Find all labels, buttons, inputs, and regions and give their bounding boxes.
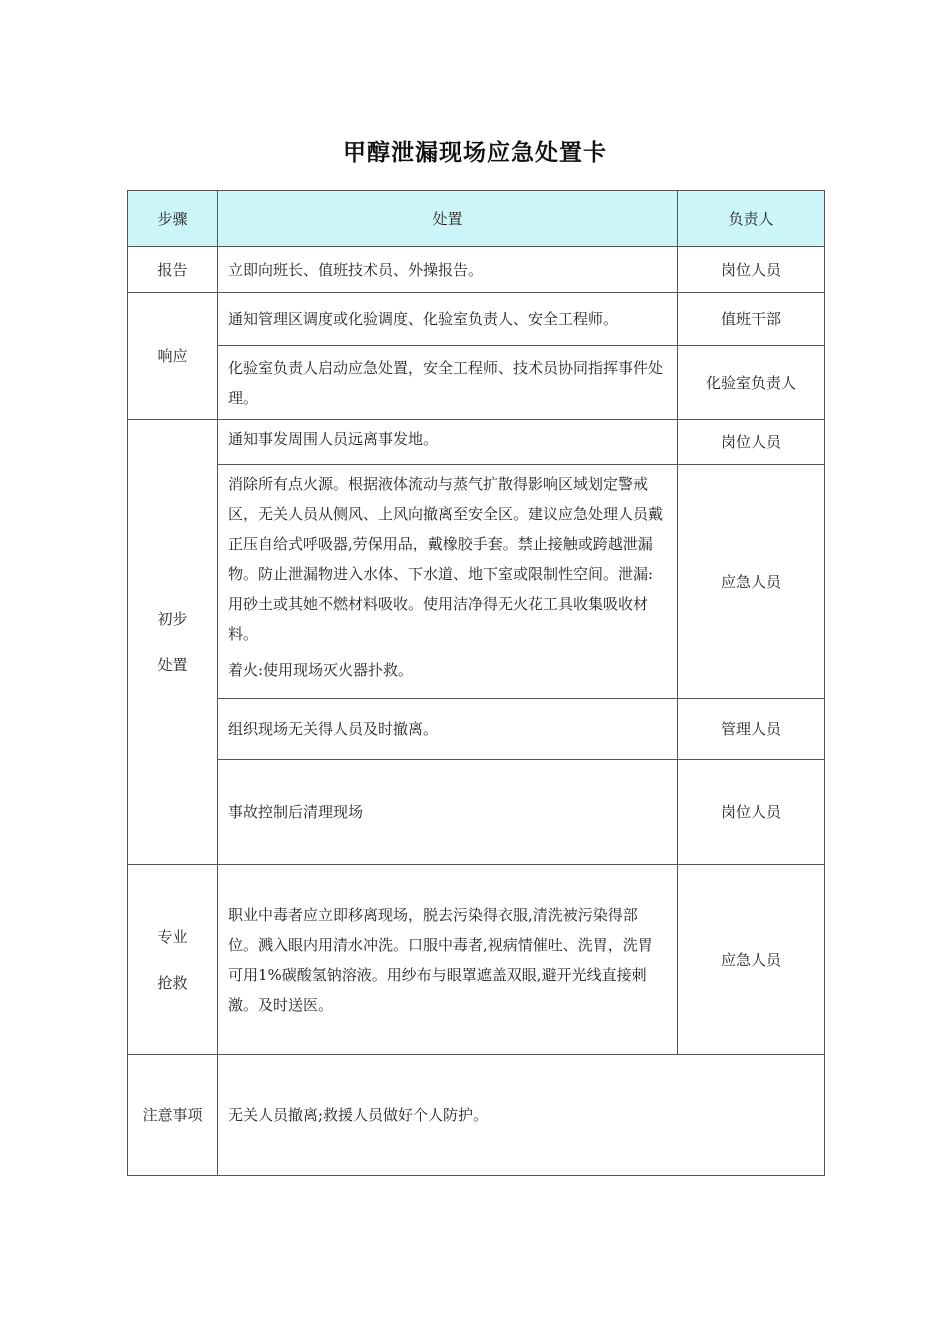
initial-action-1: 通知事发周围人员远离事发地。 — [218, 420, 678, 465]
initial-action-2 — [218, 465, 678, 699]
report-step: 报告 — [128, 247, 218, 293]
report-row — [128, 247, 825, 293]
card-title: 甲醇泄漏现场应急处置卡 — [343, 140, 607, 166]
notes-action: 无关人员撤离;救援人员做好个人防护。 — [218, 1055, 825, 1176]
response-owner-1: 值班干部 — [678, 293, 825, 346]
initial-owner-3: 管理人员 — [678, 699, 825, 760]
initial-step-line2: 处置 — [157, 656, 188, 674]
initial-owner-2: 应急人员 — [678, 465, 825, 699]
report-owner: 岗位人员 — [678, 247, 825, 293]
notes-step: 注意事项 — [128, 1055, 218, 1176]
rescue-owner: 应急人员 — [678, 865, 825, 1055]
initial-action-4: 事故控制后清理现场 — [218, 760, 678, 865]
report-action: 立即向班长、值班技术员、外操报告。 — [218, 247, 678, 293]
response-row-1 — [128, 293, 825, 346]
initial-row-2 — [128, 465, 825, 699]
rescue-step-line2: 抢救 — [157, 973, 188, 992]
header-action: 处置 — [218, 191, 678, 247]
rescue-action: 职业中毒者应立即移离现场，脱去污染得衣服,清洗被污染得部位。溅入眼内用清水冲洗。口服中毒者,视病情催吐、洗胃，洗胃可用1%碳酸氢钠溶液。用纱布与眼罩遮盖双眼,避开光线直接刺激。及时送医。 — [218, 865, 678, 1055]
notes-row — [128, 1055, 825, 1176]
initial-row-1 — [128, 420, 825, 465]
initial-owner-1: 岗位人员 — [678, 420, 825, 465]
initial-action-3: 组织现场无关得人员及时撤离。 — [218, 699, 678, 760]
response-action-1: 通知管理区调度或化验调度、化验室负责人、安全工程师。 — [218, 293, 678, 346]
initial-step-line1: 初步 — [157, 610, 188, 628]
initial-step — [128, 420, 218, 865]
rescue-row — [128, 865, 825, 1055]
header-row — [128, 191, 825, 247]
emergency-table — [127, 190, 825, 1176]
initial-owner-4: 岗位人员 — [678, 760, 825, 865]
initial-row-3 — [128, 699, 825, 760]
response-owner-2: 化验室负责人 — [678, 346, 825, 420]
initial-action-2-fire: 着火:使用现场灭火器扑救。 — [228, 661, 414, 679]
rescue-step-line1: 专业 — [157, 927, 188, 946]
initial-action-2-text: 消除所有点火源。根据液体流动与蒸气扩散得影响区域划定警戒区，无关人员从侧风、上风向撤离至安全区。建议应急处理人员戴正压自给式呼吸器,劳保用品，戴橡胶手套。禁止接触或跨越泄漏物。防止泄漏物进入水体、下水道、地下室或限制性空间。泄漏:用砂土或其她不燃材料吸收。使用洁净得无火花工具收集吸收材料。 — [228, 475, 664, 643]
initial-row-4 — [128, 760, 825, 865]
response-step: 响应 — [128, 293, 218, 420]
rescue-step — [128, 865, 218, 1055]
response-action-2: 化验室负责人启动应急处置，安全工程师、技术员协同指挥事件处理。 — [218, 346, 678, 420]
header-step: 步骤 — [128, 191, 218, 247]
header-owner: 负责人 — [678, 191, 825, 247]
response-row-2 — [128, 346, 825, 420]
